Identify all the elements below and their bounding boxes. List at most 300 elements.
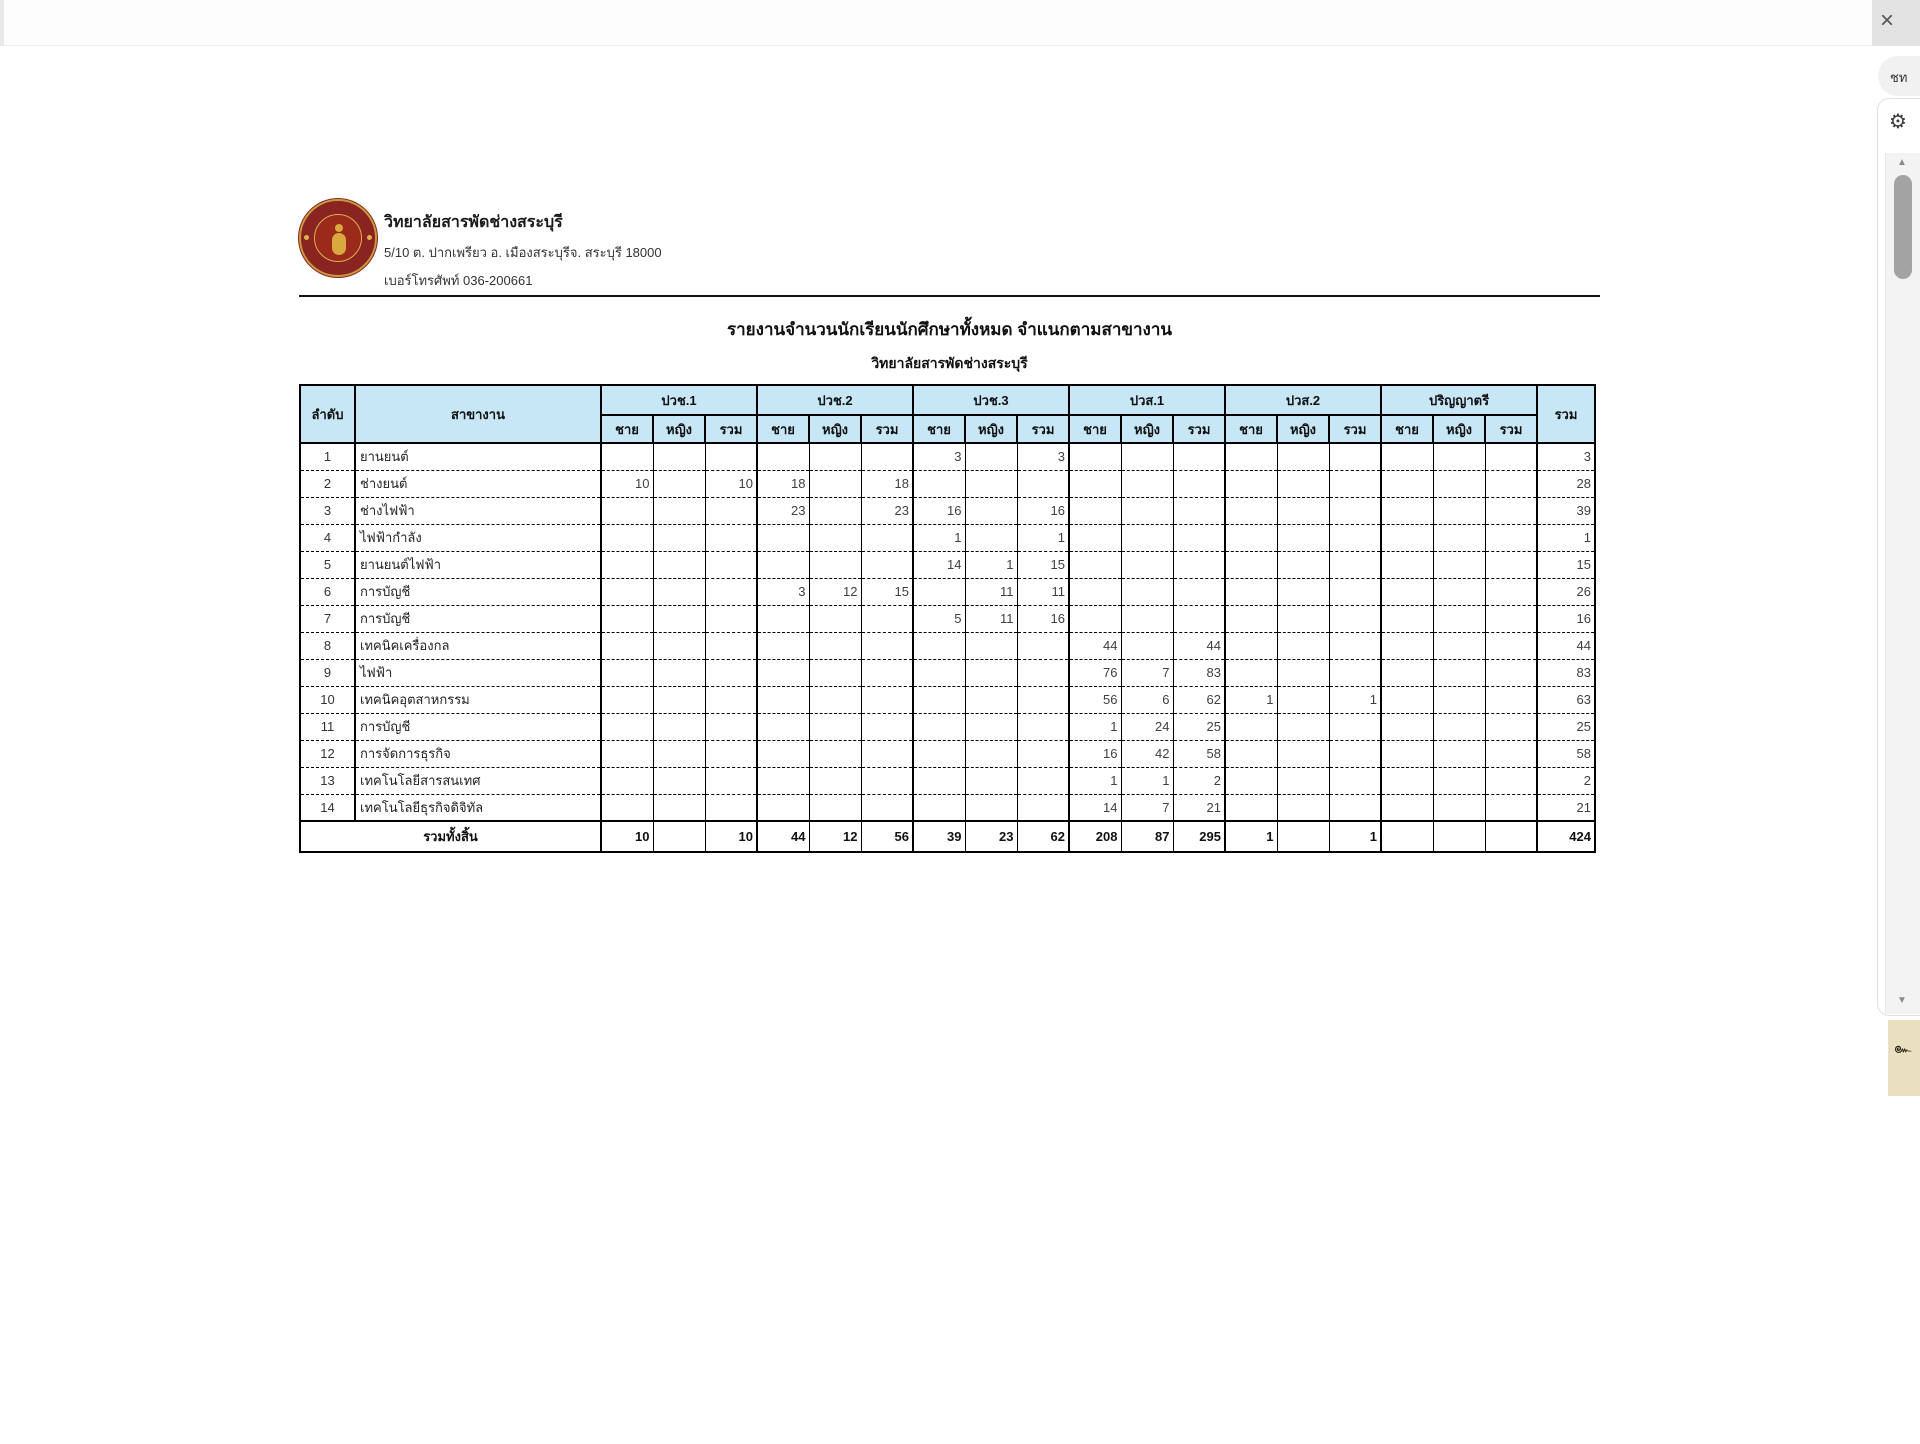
branch-name: ไฟฟ้ากำลัง xyxy=(355,524,601,551)
count-cell xyxy=(1225,470,1277,497)
branch-name: ไฟฟ้า xyxy=(355,659,601,686)
count-cell xyxy=(1225,551,1277,578)
count-cell xyxy=(653,632,705,659)
count-cell xyxy=(1121,551,1173,578)
table-row xyxy=(300,551,1595,578)
count-cell: 10 xyxy=(705,470,757,497)
report-subtitle: วิทยาลัยสารพัดช่างสระบุรี xyxy=(871,355,1028,371)
table-row xyxy=(300,443,1595,470)
count-cell xyxy=(1225,659,1277,686)
count-cell xyxy=(913,659,965,686)
count-cell xyxy=(1329,524,1381,551)
branch-name: เทคนิคอุตสาหกรรม xyxy=(355,686,601,713)
count-cell xyxy=(1381,632,1433,659)
count-cell xyxy=(601,497,653,524)
count-cell xyxy=(601,632,653,659)
seal-ornament xyxy=(304,235,309,240)
row-total-cell: 58 xyxy=(1537,740,1595,767)
gear-icon[interactable]: ⚙ xyxy=(1889,111,1907,133)
branch-name: เทคโนโลยีธุรกิจดิจิทัล xyxy=(355,794,601,821)
count-cell xyxy=(1069,470,1121,497)
seal-emblem xyxy=(335,224,343,232)
grand-total-cell xyxy=(1381,821,1433,852)
chat-button-label: ชท xyxy=(1890,70,1908,85)
count-cell xyxy=(913,686,965,713)
row-number: 13 xyxy=(300,767,355,794)
count-cell xyxy=(653,497,705,524)
count-cell xyxy=(757,524,809,551)
count-cell xyxy=(809,470,861,497)
branch-name: การบัญชี xyxy=(355,713,601,740)
col-group-header: ปวช.1 xyxy=(601,385,757,415)
count-cell xyxy=(1381,497,1433,524)
side-panel xyxy=(1877,98,1920,1016)
count-cell xyxy=(1433,713,1485,740)
grand-total-sum: 424 xyxy=(1537,821,1595,852)
count-cell: 15 xyxy=(1017,551,1069,578)
count-cell: 42 xyxy=(1121,740,1173,767)
count-cell: 21 xyxy=(1173,794,1225,821)
count-cell xyxy=(757,443,809,470)
scroll-down-icon[interactable]: ▼ xyxy=(1897,995,1907,1006)
count-cell xyxy=(1277,713,1329,740)
count-cell: 1 xyxy=(1121,767,1173,794)
count-cell xyxy=(757,686,809,713)
count-cell: 1 xyxy=(1329,686,1381,713)
count-cell xyxy=(1277,443,1329,470)
count-cell xyxy=(1121,443,1173,470)
count-cell xyxy=(861,524,913,551)
count-cell xyxy=(1225,497,1277,524)
count-cell xyxy=(1329,632,1381,659)
count-cell: 44 xyxy=(1069,632,1121,659)
count-cell xyxy=(1277,497,1329,524)
branch-name: การจัดการธุรกิจ xyxy=(355,740,601,767)
college-phone: เบอร์โทรศัพท์ 036-200661 xyxy=(384,273,533,288)
count-cell xyxy=(1121,470,1173,497)
count-cell xyxy=(601,605,653,632)
count-cell xyxy=(757,794,809,821)
row-number: 10 xyxy=(300,686,355,713)
row-total-cell: 44 xyxy=(1537,632,1595,659)
grand-total-cell: 87 xyxy=(1121,821,1173,852)
count-cell xyxy=(705,497,757,524)
grand-total-cell: 10 xyxy=(705,821,757,852)
grand-total-cell: 10 xyxy=(601,821,653,852)
count-cell xyxy=(913,794,965,821)
count-cell xyxy=(1225,794,1277,821)
count-cell: 14 xyxy=(913,551,965,578)
count-cell xyxy=(1225,713,1277,740)
count-cell xyxy=(913,470,965,497)
count-cell xyxy=(1017,659,1069,686)
count-cell xyxy=(1485,443,1537,470)
count-cell xyxy=(1225,578,1277,605)
count-cell xyxy=(705,524,757,551)
count-cell xyxy=(1329,605,1381,632)
count-cell xyxy=(601,659,653,686)
col-subheader: หญิง xyxy=(1433,415,1485,443)
count-cell: 62 xyxy=(1173,686,1225,713)
table-row xyxy=(300,524,1595,551)
count-cell xyxy=(1225,605,1277,632)
row-number: 12 xyxy=(300,740,355,767)
count-cell xyxy=(861,443,913,470)
count-cell xyxy=(653,605,705,632)
count-cell: 16 xyxy=(1017,497,1069,524)
count-cell xyxy=(861,686,913,713)
count-cell: 12 xyxy=(809,578,861,605)
row-number: 2 xyxy=(300,470,355,497)
count-cell xyxy=(1225,443,1277,470)
row-number: 11 xyxy=(300,713,355,740)
count-cell xyxy=(809,740,861,767)
count-cell: 5 xyxy=(913,605,965,632)
branch-name: ช่างไฟฟ้า xyxy=(355,497,601,524)
count-cell xyxy=(1433,578,1485,605)
row-total-cell: 28 xyxy=(1537,470,1595,497)
count-cell xyxy=(1225,740,1277,767)
count-cell xyxy=(1277,794,1329,821)
row-total-cell: 15 xyxy=(1537,551,1595,578)
count-cell xyxy=(1381,659,1433,686)
row-total-cell: 83 xyxy=(1537,659,1595,686)
count-cell xyxy=(1329,551,1381,578)
row-total-cell: 39 xyxy=(1537,497,1595,524)
count-cell xyxy=(965,740,1017,767)
count-cell xyxy=(705,659,757,686)
count-cell xyxy=(1277,659,1329,686)
grand-total-cell: 295 xyxy=(1173,821,1225,852)
col-subheader: ชาย xyxy=(601,415,653,443)
branch-name: เทคนิคเครื่องกล xyxy=(355,632,601,659)
count-cell xyxy=(1017,470,1069,497)
count-cell xyxy=(861,659,913,686)
row-number: 3 xyxy=(300,497,355,524)
scroll-up-icon[interactable]: ▲ xyxy=(1897,157,1907,168)
count-cell xyxy=(965,686,1017,713)
count-cell: 1 xyxy=(1069,713,1121,740)
row-total-cell: 1 xyxy=(1537,524,1595,551)
count-cell xyxy=(1277,740,1329,767)
count-cell xyxy=(1381,470,1433,497)
count-cell xyxy=(1433,794,1485,821)
table-row xyxy=(300,713,1595,740)
count-cell xyxy=(1485,659,1537,686)
grand-total-cell: 62 xyxy=(1017,821,1069,852)
count-cell xyxy=(913,632,965,659)
grand-total-cell xyxy=(653,821,705,852)
grand-total-cell: 44 xyxy=(757,821,809,852)
count-cell xyxy=(1277,632,1329,659)
count-cell xyxy=(1433,740,1485,767)
row-number: 8 xyxy=(300,632,355,659)
count-cell: 3 xyxy=(757,578,809,605)
count-cell: 1 xyxy=(1069,767,1121,794)
count-cell: 15 xyxy=(861,578,913,605)
count-cell xyxy=(757,740,809,767)
count-cell xyxy=(809,686,861,713)
count-cell xyxy=(705,767,757,794)
vertical-scrollbar[interactable] xyxy=(1885,153,1920,1014)
count-cell xyxy=(601,767,653,794)
row-total-cell: 3 xyxy=(1537,443,1595,470)
count-cell xyxy=(965,767,1017,794)
count-cell: 44 xyxy=(1173,632,1225,659)
seal-ornament xyxy=(367,235,372,240)
count-cell xyxy=(1485,767,1537,794)
count-cell xyxy=(1433,497,1485,524)
row-total-cell: 21 xyxy=(1537,794,1595,821)
grand-total-cell: 23 xyxy=(965,821,1017,852)
count-cell xyxy=(1017,740,1069,767)
count-cell xyxy=(1017,686,1069,713)
col-group-header: ปวส.2 xyxy=(1225,385,1381,415)
col-subheader: รวม xyxy=(861,415,913,443)
count-cell xyxy=(809,443,861,470)
count-cell: 7 xyxy=(1121,659,1173,686)
count-cell xyxy=(1277,551,1329,578)
col-subheader: ชาย xyxy=(757,415,809,443)
count-cell xyxy=(757,605,809,632)
count-cell xyxy=(757,659,809,686)
seal-inner-circle xyxy=(314,214,362,262)
count-cell xyxy=(965,443,1017,470)
col-header-no: ลำดับ xyxy=(300,385,355,443)
count-cell xyxy=(1381,794,1433,821)
col-subheader: หญิง xyxy=(653,415,705,443)
count-cell xyxy=(1381,524,1433,551)
count-cell xyxy=(653,578,705,605)
student-count-table-wrapper xyxy=(299,384,1596,853)
count-cell xyxy=(757,551,809,578)
col-header-total: รวม xyxy=(1537,385,1595,443)
count-cell xyxy=(1329,470,1381,497)
seal-emblem xyxy=(332,233,346,255)
row-total-cell: 26 xyxy=(1537,578,1595,605)
side-stamp-panel xyxy=(1888,1020,1920,1096)
count-cell xyxy=(965,713,1017,740)
count-cell xyxy=(965,794,1017,821)
college-address: 5/10 ต. ปากเพรียว อ. เมืองสระบุรีจ. สระบุรี 18000 xyxy=(384,245,662,260)
count-cell xyxy=(757,713,809,740)
count-cell xyxy=(1173,443,1225,470)
col-subheader: ชาย xyxy=(1069,415,1121,443)
table-row xyxy=(300,767,1595,794)
count-cell: 23 xyxy=(757,497,809,524)
count-cell xyxy=(1277,578,1329,605)
count-cell xyxy=(1121,524,1173,551)
count-cell xyxy=(861,713,913,740)
row-total-cell: 25 xyxy=(1537,713,1595,740)
count-cell xyxy=(1225,524,1277,551)
col-subheader: หญิง xyxy=(1121,415,1173,443)
count-cell xyxy=(1485,794,1537,821)
count-cell xyxy=(705,443,757,470)
count-cell xyxy=(1433,659,1485,686)
count-cell xyxy=(601,443,653,470)
count-cell xyxy=(601,686,653,713)
left-edge-strip xyxy=(0,0,4,46)
row-total-cell: 16 xyxy=(1537,605,1595,632)
count-cell xyxy=(1277,524,1329,551)
grand-total-cell: 208 xyxy=(1069,821,1121,852)
table-row xyxy=(300,578,1595,605)
col-subheader: รวม xyxy=(705,415,757,443)
count-cell xyxy=(861,740,913,767)
count-cell: 76 xyxy=(1069,659,1121,686)
window-corner-block xyxy=(1872,0,1920,46)
count-cell: 58 xyxy=(1173,740,1225,767)
count-cell xyxy=(1329,740,1381,767)
count-cell xyxy=(601,578,653,605)
count-cell xyxy=(861,794,913,821)
count-cell xyxy=(1329,443,1381,470)
col-subheader: หญิง xyxy=(1277,415,1329,443)
count-cell xyxy=(1381,767,1433,794)
count-cell xyxy=(1433,605,1485,632)
count-cell: 7 xyxy=(1121,794,1173,821)
count-cell xyxy=(1329,767,1381,794)
grand-total-label: รวมทั้งสิ้น xyxy=(300,821,601,852)
count-cell xyxy=(705,686,757,713)
count-cell xyxy=(653,524,705,551)
grand-total-cell: 56 xyxy=(861,821,913,852)
row-total-cell: 63 xyxy=(1537,686,1595,713)
count-cell xyxy=(1329,578,1381,605)
count-cell xyxy=(1329,497,1381,524)
count-cell xyxy=(1433,443,1485,470)
count-cell xyxy=(1121,632,1173,659)
count-cell xyxy=(1277,605,1329,632)
college-name: วิทยาลัยสารพัดช่างสระบุรี xyxy=(384,214,563,231)
count-cell xyxy=(1069,551,1121,578)
table-row xyxy=(300,470,1595,497)
count-cell xyxy=(601,794,653,821)
count-cell: 3 xyxy=(913,443,965,470)
row-number: 9 xyxy=(300,659,355,686)
count-cell xyxy=(965,524,1017,551)
grand-total-cell xyxy=(1485,821,1537,852)
count-cell xyxy=(1017,713,1069,740)
count-cell xyxy=(965,632,1017,659)
count-cell xyxy=(653,470,705,497)
count-cell xyxy=(809,713,861,740)
count-cell: 18 xyxy=(757,470,809,497)
grand-total-cell: 1 xyxy=(1225,821,1277,852)
count-cell xyxy=(705,605,757,632)
close-icon[interactable]: × xyxy=(1880,7,1895,34)
count-cell: 10 xyxy=(601,470,653,497)
count-cell xyxy=(809,794,861,821)
col-subheader: หญิง xyxy=(809,415,861,443)
count-cell: 3 xyxy=(1017,443,1069,470)
count-cell xyxy=(1433,524,1485,551)
header-divider xyxy=(299,295,1600,297)
grand-total-cell xyxy=(1433,821,1485,852)
top-bar xyxy=(0,0,1920,46)
count-cell xyxy=(965,659,1017,686)
col-subheader: ชาย xyxy=(1381,415,1433,443)
col-group-header: ปวช.3 xyxy=(913,385,1069,415)
table-row xyxy=(300,794,1595,821)
count-cell xyxy=(913,713,965,740)
student-count-table xyxy=(299,384,1596,853)
row-number: 5 xyxy=(300,551,355,578)
count-cell xyxy=(653,443,705,470)
count-cell xyxy=(1381,605,1433,632)
col-subheader: รวม xyxy=(1485,415,1537,443)
branch-name: การบัญชี xyxy=(355,605,601,632)
count-cell xyxy=(1485,551,1537,578)
grand-total-row xyxy=(300,821,1595,852)
count-cell xyxy=(1121,605,1173,632)
row-number: 1 xyxy=(300,443,355,470)
count-cell xyxy=(1381,578,1433,605)
count-cell: 16 xyxy=(913,497,965,524)
table-row xyxy=(300,740,1595,767)
table-row xyxy=(300,605,1595,632)
count-cell xyxy=(1173,497,1225,524)
count-cell xyxy=(1381,713,1433,740)
count-cell: 83 xyxy=(1173,659,1225,686)
scrollbar-thumb[interactable] xyxy=(1894,175,1912,279)
col-header-branch: สาขางาน xyxy=(355,385,601,443)
college-seal-logo xyxy=(299,199,377,277)
branch-name: การบัญชี xyxy=(355,578,601,605)
count-cell: 23 xyxy=(861,497,913,524)
table-row xyxy=(300,659,1595,686)
count-cell xyxy=(1381,551,1433,578)
count-cell xyxy=(653,686,705,713)
grand-total-cell: 1 xyxy=(1329,821,1381,852)
count-cell xyxy=(809,551,861,578)
count-cell xyxy=(1433,551,1485,578)
count-cell xyxy=(809,632,861,659)
count-cell xyxy=(861,632,913,659)
count-cell xyxy=(809,497,861,524)
table-row xyxy=(300,632,1595,659)
count-cell xyxy=(1173,551,1225,578)
count-cell xyxy=(1433,470,1485,497)
count-cell xyxy=(809,605,861,632)
count-cell xyxy=(1485,524,1537,551)
count-cell xyxy=(705,551,757,578)
count-cell xyxy=(861,767,913,794)
count-cell xyxy=(913,740,965,767)
count-cell: 24 xyxy=(1121,713,1173,740)
count-cell xyxy=(1173,578,1225,605)
count-cell xyxy=(965,497,1017,524)
count-cell xyxy=(1329,713,1381,740)
count-cell xyxy=(1017,794,1069,821)
row-number: 6 xyxy=(300,578,355,605)
count-cell xyxy=(1329,794,1381,821)
chat-button[interactable] xyxy=(1878,56,1920,96)
count-cell xyxy=(653,713,705,740)
count-cell xyxy=(1485,632,1537,659)
count-cell xyxy=(913,578,965,605)
count-cell xyxy=(1485,713,1537,740)
count-cell xyxy=(1277,686,1329,713)
count-cell xyxy=(1485,686,1537,713)
branch-name: ยานยนต์ xyxy=(355,443,601,470)
count-cell xyxy=(965,470,1017,497)
count-cell: 11 xyxy=(965,605,1017,632)
branch-name: ช่างยนต์ xyxy=(355,470,601,497)
row-number: 14 xyxy=(300,794,355,821)
grand-total-cell xyxy=(1277,821,1329,852)
